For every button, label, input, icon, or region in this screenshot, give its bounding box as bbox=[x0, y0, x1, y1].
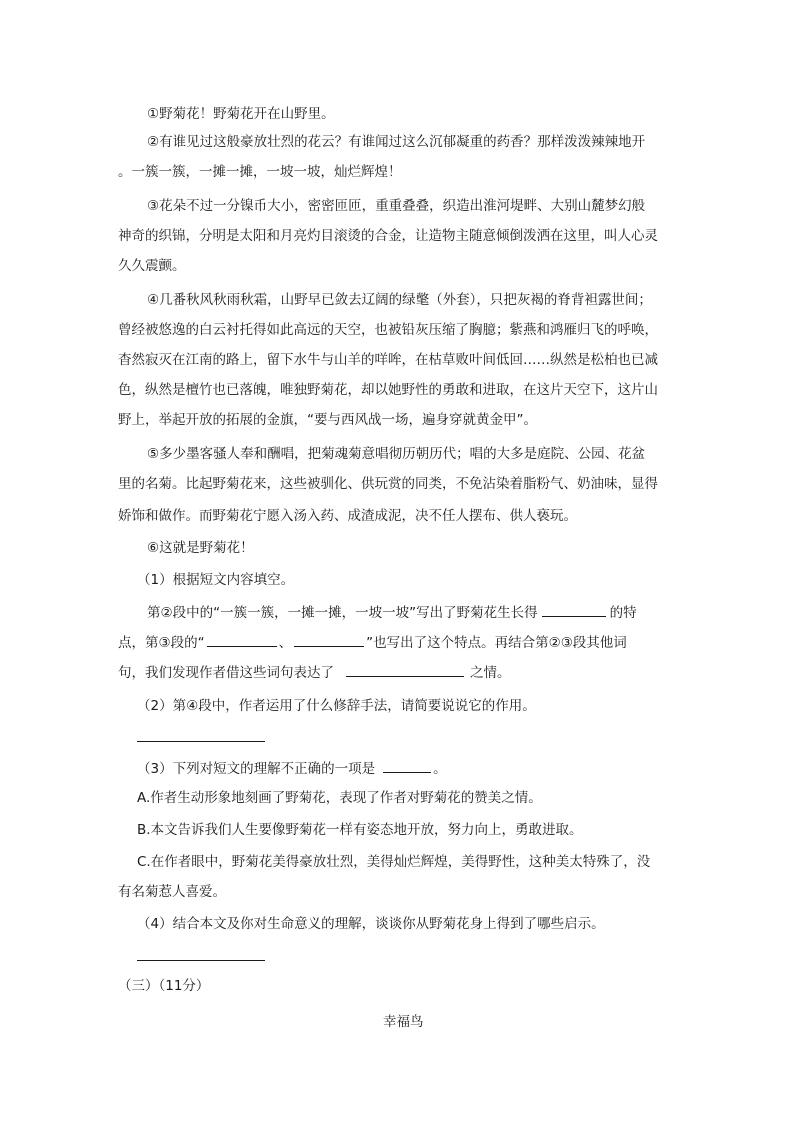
paragraph-4-line-2: 曾经被悠逸的白云衬托得如此高远的天空，也被铅灰压缩了胸臆；紫燕和鸿雁归飞的呼唤， bbox=[118, 322, 658, 338]
paragraph-1: ①野菊花！野菊花开在山野里。 bbox=[147, 106, 335, 122]
paragraph-4-line-3: 杳然寂灭在江南的路上，留下水牛与山羊的咩哞，在枯草败叶间低回……纵然是松柏也已减 bbox=[118, 352, 658, 368]
answer-blank-4[interactable] bbox=[346, 662, 464, 677]
paragraph-6: ⑥这就是野菊花！ bbox=[147, 540, 254, 556]
option-c-line-2: 有名菊惹人喜爱。 bbox=[118, 884, 226, 900]
question-1: （1）根据短文内容填空。 bbox=[137, 572, 295, 588]
option-c-line-1: C.在作者眼中，野菊花美得豪放壮烈，美得灿烂辉煌，美得野性，这种美太特殊了，没 bbox=[137, 854, 651, 870]
paragraph-5-line-2: 里的名菊。比起野菊花来，这些被驯化、供玩赏的同类，不免沾染着脂粉气、奶油味，显得 bbox=[118, 476, 658, 492]
question-1-text-g: 之情。 bbox=[470, 665, 511, 681]
question-3-end: 。 bbox=[433, 761, 447, 777]
section-title: 幸福鸟 bbox=[383, 1014, 424, 1030]
question-4: （4）结合本文及你对生命意义的理解，谈谈你从野菊花身上得到了哪些启示。 bbox=[137, 916, 605, 932]
answer-blank-1[interactable] bbox=[542, 602, 606, 617]
question-1-text-c: 点，第③段的“ bbox=[118, 635, 205, 651]
paragraph-4-line-4: 色，纵然是檀竹也已落魄，唯独野菊花，却以她野性的勇敢和进取，在这片天空下，这片山 bbox=[118, 382, 658, 398]
question-1-text-d: 、 bbox=[278, 635, 293, 651]
question-1-line-3 bbox=[118, 662, 511, 683]
paragraph-3-line-3: 久久震颤。 bbox=[118, 258, 186, 274]
answer-blank-3[interactable] bbox=[294, 632, 364, 647]
option-b: B.本文告诉我们人生要像野菊花一样有姿态地开放，努力向上，勇敢进取。 bbox=[137, 822, 583, 838]
paragraph-5-line-1: ⑤多少墨客骚人奉和酬唱，把菊魂菊意唱彻历朝历代；唱的大多是庭院、公园、花盆 bbox=[147, 446, 646, 462]
question-1-line-2 bbox=[118, 632, 627, 653]
question-1-text-e: ”也写出了这个特点。再结合第②③段其他词 bbox=[366, 635, 627, 651]
paragraph-5-line-3: 娇饰和做作。而野菊花宁愿入汤入药、成渣成泥，决不任人摆布、供人亵玩。 bbox=[118, 508, 577, 524]
paragraph-3-line-2: 神奇的织锦，分明是太阳和月亮灼目滚烫的合金，让造物主随意倾倒泼洒在这里，叫人心灵 bbox=[118, 228, 658, 244]
option-a: A.作者生动形象地刻画了野菊花，表现了作者对野菊花的赞美之情。 bbox=[137, 790, 542, 806]
question-1-text-a: 第②段中的“一簇一簇，一摊一摊，一坡一坡”写出了野菊花生长得 bbox=[147, 605, 538, 621]
section-heading: （三）（11分） bbox=[118, 978, 210, 994]
question-3-text: （3）下列对短文的理解不正确的一项是 bbox=[137, 761, 376, 777]
question-1-text-f: 句，我们发现作者借这些词句表达了 bbox=[118, 665, 334, 681]
answer-blank-2[interactable] bbox=[207, 632, 277, 647]
question-2: （2）第④段中，作者运用了什么修辞手法，请简要说说它的作用。 bbox=[137, 698, 536, 714]
answer-blank-q3[interactable] bbox=[383, 758, 431, 773]
question-1-text-b: 的特 bbox=[609, 605, 637, 621]
answer-line-q4[interactable] bbox=[137, 960, 265, 961]
paragraph-4-line-1: ④几番秋风秋雨秋霜，山野早已敛去辽阔的绿氅（外套），只把灰褐的脊背袒露世间； bbox=[147, 292, 652, 308]
paragraph-2-line-2: 。一簇一簇，一摊一摊，一坡一坡，灿烂辉煌！ bbox=[118, 164, 402, 180]
question-1-line-1 bbox=[147, 602, 637, 623]
paragraph-3-line-1: ③花朵不过一分镍币大小，密密匝匝，重重叠叠，织造出淮河堤畔、大别山麓梦幻般 bbox=[147, 198, 646, 214]
question-3 bbox=[137, 758, 447, 779]
paragraph-4-line-5: 野上，举起开放的拓展的金旗，“要与西风战一场，遍身穿就黄金甲”。 bbox=[118, 412, 537, 428]
paragraph-2-line-1: ②有谁见过这般豪放壮烈的花云？有谁闻过这么沉郁凝重的药香？那样泼泼辣辣地开 bbox=[147, 134, 646, 150]
answer-line-q2[interactable] bbox=[137, 741, 265, 742]
